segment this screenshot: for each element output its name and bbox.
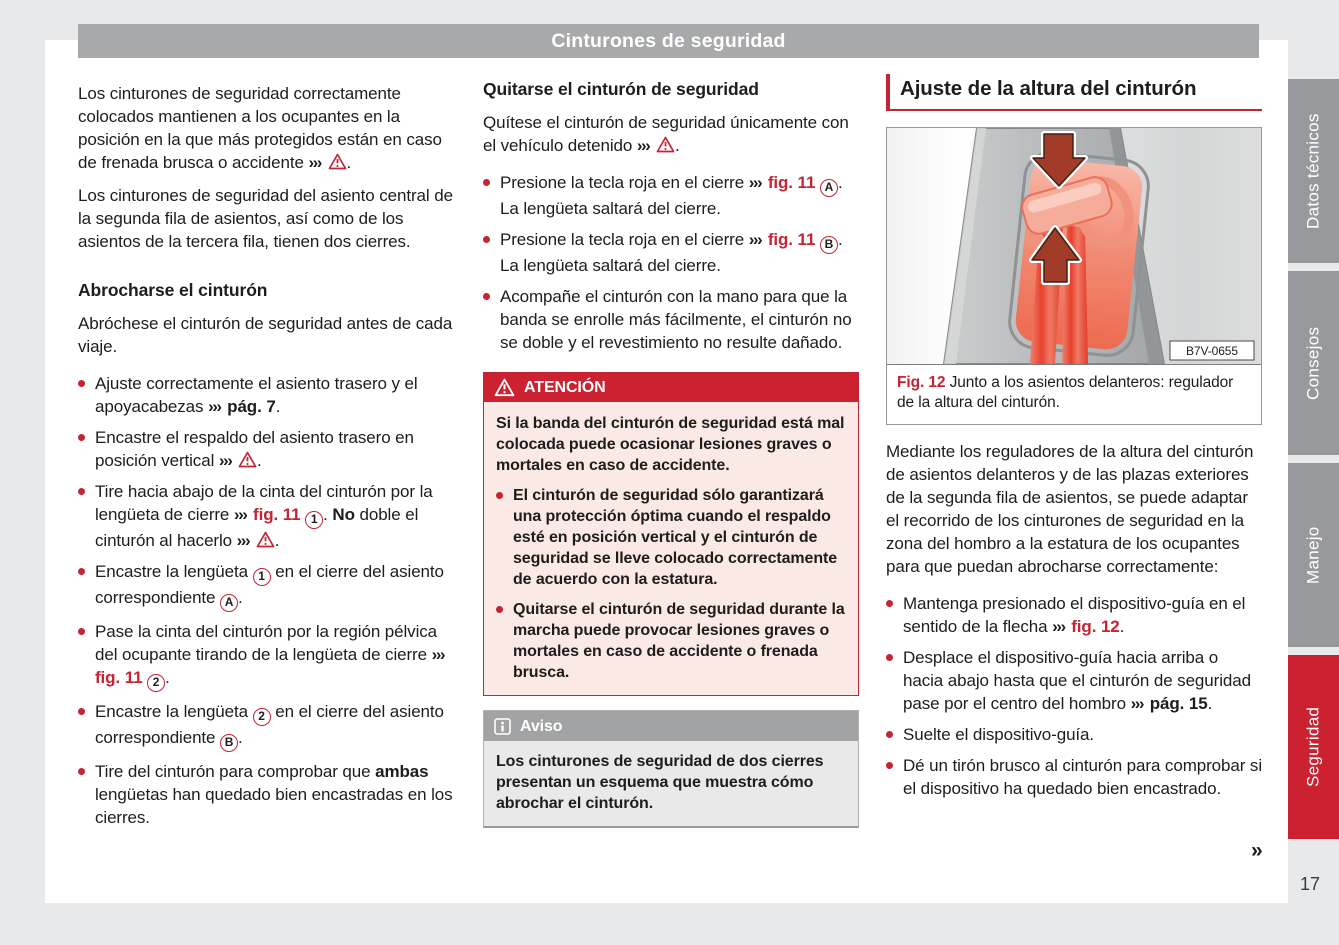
figure-caption xyxy=(887,365,1261,424)
sidebar-tab-manejo[interactable] xyxy=(1288,463,1339,647)
list-item-text xyxy=(95,622,446,687)
sidebar-tab-seguridad[interactable] xyxy=(1288,655,1339,839)
cross-ref-chevrons-icon: ››› xyxy=(748,230,762,249)
text: doble el cinturón al hacerlo xyxy=(95,505,419,550)
tab-label: Consejos xyxy=(1303,326,1323,400)
text: . xyxy=(1207,694,1213,713)
text: Los cinturones de seguridad correctamente colocados mantienen a los ocupantes en la posición en la que más protegidos están en caso de frenada brusca o accidente xyxy=(78,84,442,172)
bullet-icon xyxy=(78,628,85,635)
emphasis: ambas xyxy=(375,762,429,781)
cross-ref-chevrons-icon: ››› xyxy=(308,153,321,172)
text: Presione la tecla roja en el cierre xyxy=(500,230,749,249)
cross-ref-chevrons-icon: ››› xyxy=(431,645,445,664)
section-heading: Abrocharse el cinturón xyxy=(78,280,268,300)
list-item-text xyxy=(500,287,852,352)
text: El cinturón de seguridad sólo garantizará una protección óptima cuando el respaldo esté en posición vertical y el cinturón de seguridad se lleve colocado correctamente de acuerdo con la estatura. xyxy=(513,487,838,588)
paragraph xyxy=(78,312,455,358)
bullet-icon xyxy=(78,768,85,775)
text: . xyxy=(1119,617,1125,636)
cross-ref-chevrons-icon: ››› xyxy=(1052,617,1065,636)
text: . La lengüeta saltará del cierre. xyxy=(500,173,843,218)
sidebar-tab-datos-tecnicos[interactable] xyxy=(1288,79,1339,263)
page-reference[interactable]: pág. 15 xyxy=(1149,694,1208,713)
chapter-title: Cinturones de seguridad xyxy=(551,30,786,52)
text: Los cinturones de seguridad del asiento central de la segunda fila de asientos, así como de los asientos de la tercera fila, tienen dos cierres. xyxy=(78,186,453,251)
bullet-icon xyxy=(886,762,893,769)
list-item-text xyxy=(903,594,1245,636)
warning-triangle-icon xyxy=(494,378,515,397)
text: Abróchese el cinturón de seguridad antes de cada viaje. xyxy=(78,314,453,356)
callout-marker: 2 xyxy=(147,674,165,692)
bullet-icon xyxy=(886,731,893,738)
figure-reference[interactable]: fig. 11 xyxy=(95,668,143,687)
tab-label: Datos técnicos xyxy=(1303,113,1323,229)
callout-marker: B xyxy=(820,236,838,254)
attention-box-body xyxy=(484,402,858,695)
text: Quitarse el cinturón de seguridad durante la marcha puede provocar lesiones graves o mortales en caso de accidente o frenada brusca. xyxy=(513,601,845,681)
text: Encastre la lengüeta xyxy=(95,562,253,581)
list-item-text xyxy=(500,230,843,275)
continuation-chevron: » xyxy=(1251,839,1261,862)
text: . xyxy=(256,451,262,470)
column-2 xyxy=(483,78,859,828)
list-item xyxy=(886,754,1262,800)
notice-box-title: Aviso xyxy=(520,717,563,735)
list-item-text xyxy=(95,762,453,827)
figure-code: B7V-0655 xyxy=(1186,344,1238,358)
text: Dé un tirón brusco al cinturón para comprobar si el dispositivo ha quedado bien encastrado. xyxy=(903,756,1262,798)
text: . xyxy=(346,153,352,172)
bullet-icon xyxy=(78,708,85,715)
list-item xyxy=(496,485,846,590)
cross-ref-chevrons-icon: ››› xyxy=(1130,694,1144,713)
bullet-icon xyxy=(78,568,85,575)
list-item-text xyxy=(95,428,414,470)
cross-ref-chevrons-icon: ››› xyxy=(236,531,250,550)
list-item xyxy=(483,285,859,354)
bullet-icon xyxy=(483,179,490,186)
text: Mantenga presionado el dispositivo-guía en el sentido de la flecha xyxy=(903,594,1246,636)
text: Los cinturones de seguridad de dos cierres presentan un esquema que muestra cómo abrochar el cinturón. xyxy=(496,753,824,812)
text: Encastre la lengüeta xyxy=(95,702,253,721)
column-1 xyxy=(78,82,455,837)
paragraph xyxy=(78,82,455,174)
list-item xyxy=(78,372,455,418)
paragraph xyxy=(78,184,455,253)
cross-ref-chevrons-icon: ››› xyxy=(636,136,650,155)
text: . xyxy=(165,668,170,687)
text: Quítese el cinturón de seguridad únicamente con el vehículo detenido xyxy=(483,113,849,155)
text: . xyxy=(323,505,333,524)
list-item-text xyxy=(95,374,418,416)
text: Pase la cinta del cinturón por la región pélvica del ocupante tirando de la lengüeta de cierre xyxy=(95,622,438,664)
list-item-text xyxy=(95,702,444,747)
text: Tire hacia abajo de la cinta del cinturón por la lengüeta de cierre xyxy=(95,482,433,524)
list-item xyxy=(78,560,455,612)
instruction-list xyxy=(483,171,859,354)
warning-list xyxy=(496,485,846,683)
info-icon xyxy=(494,718,511,735)
list-item-text xyxy=(513,601,845,681)
tab-label: Seguridad xyxy=(1303,706,1323,788)
text: en el cierre del asiento correspondiente xyxy=(95,562,444,607)
bullet-icon xyxy=(886,654,893,661)
text: . xyxy=(238,588,243,607)
attention-box xyxy=(483,372,859,696)
list-item xyxy=(78,760,455,829)
list-item-text xyxy=(513,487,837,588)
belt-height-adjuster-illustration xyxy=(887,128,1261,365)
column-3 xyxy=(886,74,1262,808)
callout-marker: 2 xyxy=(253,708,271,726)
bullet-icon xyxy=(483,293,490,300)
text: . xyxy=(274,531,280,550)
list-item xyxy=(78,620,455,692)
text: Tire del cinturón para comprobar que xyxy=(95,762,376,781)
warning-icon xyxy=(256,531,275,548)
text: Acompañe el cinturón con la mano para que la banda se enrolle más fácilmente, el cinturón no se doble y el revestimiento no resulte dañado. xyxy=(500,287,852,352)
callout-marker: 1 xyxy=(253,568,271,586)
notice-box xyxy=(483,710,859,828)
cross-ref-chevrons-icon: ››› xyxy=(208,397,221,416)
callout-marker: A xyxy=(220,594,238,612)
list-item-text xyxy=(95,482,433,550)
text: . La lengüeta saltará del cierre. xyxy=(500,230,843,275)
text: Suelte el dispositivo-guía. xyxy=(903,725,1095,744)
text: Encastre el respaldo del asiento trasero en posición vertical xyxy=(95,428,414,470)
text: Junto a los asientos delanteros: regulador de la altura del cinturón. xyxy=(897,374,1234,411)
chapter-header-bar xyxy=(78,24,1259,58)
list-item xyxy=(483,171,859,220)
section-heading: Quitarse el cinturón de seguridad xyxy=(483,79,759,99)
figure-reference[interactable]: fig. 11 xyxy=(767,173,816,192)
text: lengüetas han quedado bien encastradas en los cierres. xyxy=(95,785,453,827)
list-item xyxy=(78,480,455,552)
section-title: Ajuste de la altura del cinturón xyxy=(886,74,1262,111)
paragraph xyxy=(496,413,846,476)
attention-box-title: ATENCIÓN xyxy=(524,379,606,396)
bullet-icon xyxy=(78,434,85,441)
notice-box-header xyxy=(484,711,858,741)
bullet-icon xyxy=(483,236,490,243)
warning-icon xyxy=(328,153,347,170)
sidebar-tab-consejos[interactable] xyxy=(1288,271,1339,455)
callout-marker: A xyxy=(820,179,838,197)
text: Ajuste correctamente el asiento trasero y el apoyacabezas xyxy=(95,374,418,416)
paragraph xyxy=(483,111,859,157)
paragraph xyxy=(496,751,846,814)
bullet-icon xyxy=(78,488,85,495)
text: Si la banda del cinturón de seguridad está mal colocada puede ocasionar lesiones graves o mortales en caso de accidente. xyxy=(496,415,845,474)
figure-reference[interactable]: fig. 12 xyxy=(1071,617,1120,636)
list-item xyxy=(496,599,846,683)
list-item xyxy=(886,646,1262,715)
text: . xyxy=(674,136,680,155)
text: Mediante los reguladores de la altura del cinturón de asientos delanteros y de las plazas exteriores de la segunda fila de asientos, se puede adaptar el recorrido de los cinturones de seguridad en la zona del hombro a la estatura de los ocupantes para que puedan abrocharse correctamente: xyxy=(886,442,1254,576)
cross-ref-chevrons-icon: ››› xyxy=(218,451,232,470)
cross-ref-chevrons-icon: ››› xyxy=(233,505,247,524)
attention-box-header xyxy=(484,373,858,402)
bullet-icon xyxy=(886,600,893,607)
notice-box-body xyxy=(484,741,858,826)
list-item xyxy=(78,700,455,752)
list-item xyxy=(483,228,859,277)
callout-marker: B xyxy=(220,734,238,752)
page-reference[interactable]: pág. 7 xyxy=(227,397,276,416)
figure-reference[interactable]: Fig. 12 xyxy=(897,374,946,391)
list-item xyxy=(78,426,455,472)
bullet-icon xyxy=(78,380,85,387)
text: . xyxy=(275,397,281,416)
tab-label: Manejo xyxy=(1303,526,1323,584)
text: en el cierre del asiento correspondiente xyxy=(95,702,444,747)
list-item-text xyxy=(903,648,1251,713)
list-item xyxy=(886,723,1262,746)
text: Presione la tecla roja en el cierre xyxy=(500,173,749,192)
page-number: 17 xyxy=(1299,874,1321,894)
instruction-list xyxy=(886,592,1262,800)
cross-ref-chevrons-icon: ››› xyxy=(748,173,762,192)
emphasis: No xyxy=(332,505,355,524)
instruction-list xyxy=(78,372,455,829)
figure-reference[interactable]: fig. 11 xyxy=(767,230,816,249)
list-item-text xyxy=(903,725,1094,744)
figure-12 xyxy=(886,127,1262,425)
list-item-text xyxy=(500,173,843,218)
warning-icon xyxy=(656,136,675,153)
text: Desplace el dispositivo-guía hacia arriba o hacia abajo hasta que el cinturón de seguridad pase por el centro del hombro xyxy=(903,648,1251,713)
paragraph xyxy=(886,440,1262,578)
callout-marker: 1 xyxy=(305,511,323,529)
figure-reference[interactable]: fig. 11 xyxy=(253,505,301,524)
bullet-icon xyxy=(496,492,503,499)
list-item-text xyxy=(903,756,1262,798)
warning-icon xyxy=(238,451,257,468)
list-item-text xyxy=(95,562,444,607)
bullet-icon xyxy=(496,606,503,613)
text: . xyxy=(238,728,243,747)
list-item xyxy=(886,592,1262,638)
